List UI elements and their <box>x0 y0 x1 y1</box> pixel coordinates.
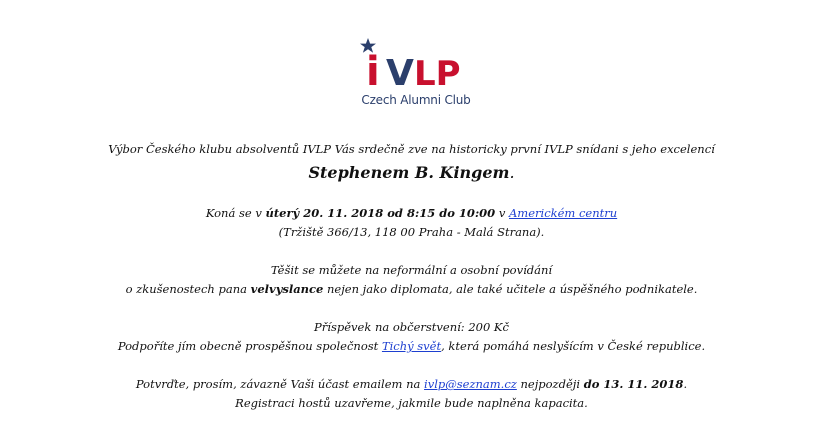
closing-line: Registraci hostů uzavřeme, jakmile bude naplněna kapacita. <box>235 396 588 410</box>
email-link[interactable]: ivlp@seznam.cz <box>424 377 517 391</box>
spacer <box>0 299 823 318</box>
confirm-prefix: Potvrďte, prosím, závazně Vaši účast emailem na <box>135 377 425 391</box>
look-forward-line: Těšit se můžete na neformální a osobní povídání <box>270 263 553 277</box>
when-prefix: Koná se v <box>205 206 266 220</box>
deadline: do 13. 11. 2018 <box>583 377 684 391</box>
spacer <box>0 242 823 261</box>
when-mid: v <box>495 206 509 220</box>
invitation-text <box>0 140 823 413</box>
spacer <box>0 356 823 375</box>
talk-line <box>0 280 823 299</box>
confirm-mid: nejpozději <box>516 377 584 391</box>
spacer <box>0 185 823 204</box>
when-line <box>0 204 823 223</box>
guest-name: Stephenem B. Kingem <box>308 163 510 182</box>
talk-suffix: nejen jako diplomata, ale také učitele a úspěšného podnikatele. <box>323 282 698 296</box>
charity-link[interactable]: Tichý svět <box>381 339 442 353</box>
support-line <box>0 337 823 356</box>
logo-letter-i: i <box>366 49 380 94</box>
logo-letters-lp: LP <box>414 54 461 94</box>
confirm-dot: . <box>683 377 688 391</box>
guest-dot: . <box>509 163 515 182</box>
when-date: úterý 20. 11. 2018 od 8:15 do 10:00 <box>265 206 496 220</box>
guest-name-line <box>0 161 823 185</box>
support-suffix: , která pomáhá neslyšícím v České republice. <box>441 339 706 353</box>
logo-letter-v: V <box>386 53 414 94</box>
address-line: (Tržiště 366/13, 118 00 Praha - Malá Strana). <box>278 225 545 239</box>
talk-bold: velvyslance <box>250 282 324 296</box>
intro-line: Výbor Českého klubu absolventů IVLP Vás srdečně zve na historicky první IVLP snídani s jeho excelencí <box>108 142 715 156</box>
venue-link[interactable]: Americkém centru <box>509 206 618 220</box>
fee-line: Příspěvek na občerstvení: 200 Kč <box>314 320 509 334</box>
logo-subtitle: Czech Alumni Club <box>361 93 471 107</box>
ivlp-logo-mark <box>356 38 476 94</box>
ivlp-logo <box>356 38 476 110</box>
talk-prefix: o zkušenostech pana <box>125 282 251 296</box>
confirm-line <box>0 375 823 394</box>
support-prefix: Podpoříte jím obecně prospěšnou společnost <box>117 339 382 353</box>
